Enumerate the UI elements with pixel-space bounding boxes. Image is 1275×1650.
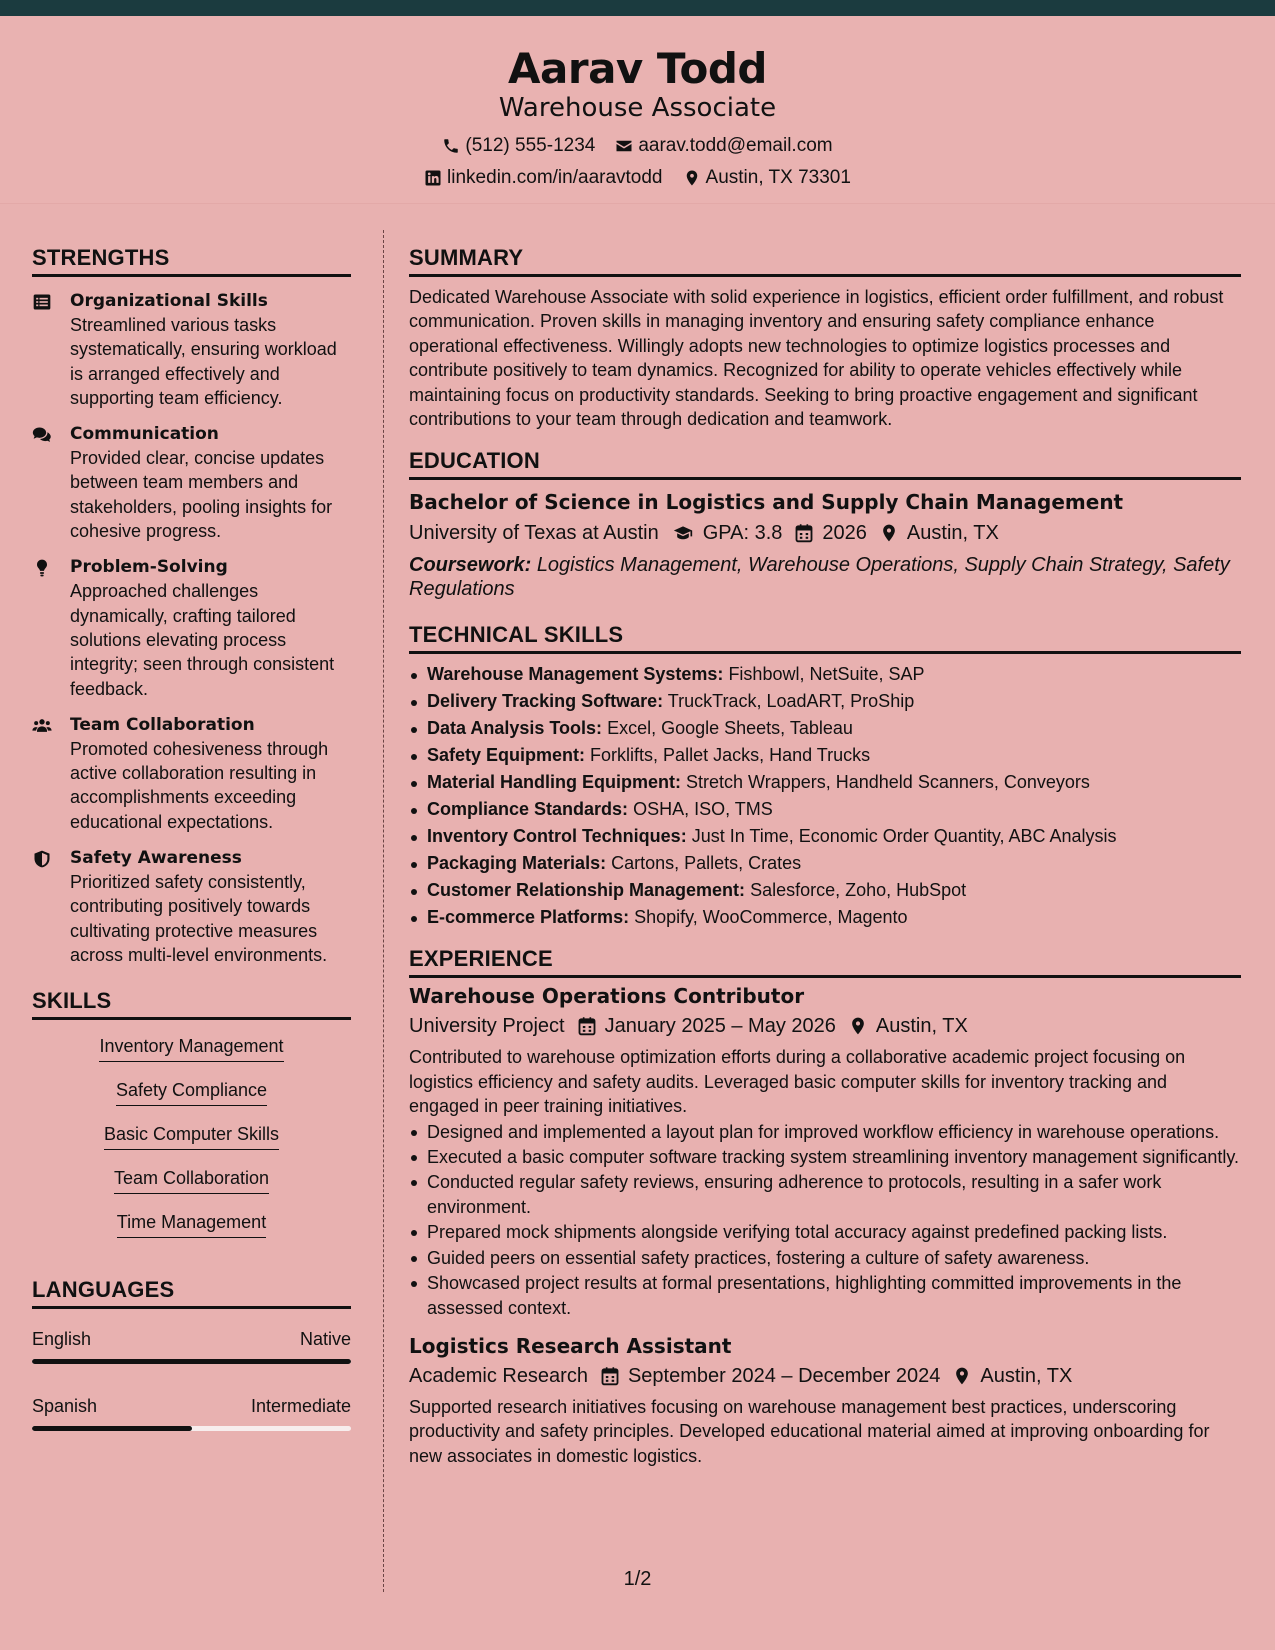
strengths-heading: STRENGTHS <box>32 244 351 277</box>
list-item <box>409 877 1241 904</box>
education-section <box>409 447 1241 601</box>
technical-skills-heading: TECHNICAL SKILLS <box>409 621 1241 654</box>
strength-desc: Promoted cohesiveness through active collaboration resulting in accomplishments exceeding educational expectations. <box>70 738 329 832</box>
calendar-icon <box>794 523 814 543</box>
language-name: Spanish <box>32 1396 98 1417</box>
list-item <box>409 796 1241 823</box>
page-number: 1/2 <box>623 1568 652 1590</box>
list-item: Conducted regular safety reviews, ensuring adherence to protocols, resulting in a safer work environment. <box>409 1170 1241 1219</box>
job-title: Warehouse Operations Contributor <box>409 984 805 1009</box>
tech-skill-value: Just In Time, Economic Order Quantity, ABC Analysis <box>691 826 1117 847</box>
job-description: Supported research initiatives focusing on warehouse management best practices, underscoring productivity and safety principles. Developed educational material aimed at improving onboarding for new associates in domestic logistics. <box>409 1396 1210 1466</box>
job-bullets <box>409 1120 1241 1320</box>
top-accent-bar <box>0 0 1275 16</box>
list-item: Prepared mock shipments alongside verifying total accuracy against predefined packing lists. <box>409 1220 1241 1244</box>
language-item <box>32 1394 351 1431</box>
strength-item <box>32 423 351 543</box>
location-contact <box>683 166 851 190</box>
summary-text: Dedicated Warehouse Associate with solid experience in logistics, efficient order fulfillment, and robust communication. Proven skills in managing inventory and ensuring safety compliance enhance operational effectiveness. Willingly adopts new technologies to optimize logistics processes and contribute positively to team dynamics. Recognized for ability to operate vehicles effectively while maintaining focus on productivity standards. Seeking to bring proactive engagement and significant contributions to your team through dedication and teamwork. <box>409 287 1224 430</box>
tech-skill-value: Cartons, Pallets, Crates <box>611 853 802 874</box>
technical-skills-section <box>409 621 1241 931</box>
location-text: Austin, TX 73301 <box>705 167 851 188</box>
comments-icon <box>32 425 52 445</box>
left-column <box>32 244 351 1431</box>
linkedin-text: linkedin.com/in/aaravtodd <box>447 167 663 188</box>
skill-item: Team Collaboration <box>114 1166 269 1194</box>
envelope-icon <box>615 137 633 155</box>
tech-skill-value: OSHA, ISO, TMS <box>633 799 773 820</box>
strength-desc: Provided clear, concise updates between team members and stakeholders, pooling insights for cohesive progress. <box>70 448 333 542</box>
tech-skill-label: Warehouse Management Systems: <box>427 664 724 685</box>
skill-list <box>32 1020 351 1254</box>
strength-item <box>32 556 351 700</box>
graduation-year: 2026 <box>822 522 867 545</box>
technical-skills-list <box>409 661 1241 931</box>
skill-item: Basic Computer Skills <box>104 1122 279 1150</box>
users-icon <box>32 716 52 736</box>
tech-skill-label: E-commerce Platforms: <box>427 907 630 928</box>
tech-skill-value: Salesforce, Zoho, HubSpot <box>750 880 967 901</box>
education-meta <box>409 519 1241 547</box>
coursework-label: Coursework: <box>409 554 532 577</box>
map-marker-icon <box>952 1366 972 1386</box>
language-bar-fill <box>32 1426 192 1431</box>
experience-heading: EXPERIENCE <box>409 945 1241 978</box>
list-item <box>409 742 1241 769</box>
education-location: Austin, TX <box>906 522 999 545</box>
coursework-list: Logistics Management, Warehouse Operations, Supply Chain Strategy, Safety Regulations <box>409 554 1230 601</box>
calendar-icon <box>577 1016 597 1036</box>
column-divider <box>383 230 384 1592</box>
graduation-cap-icon <box>671 523 695 543</box>
phone-icon <box>442 137 460 155</box>
skills-heading: SKILLS <box>32 987 351 1020</box>
list-item <box>409 688 1241 715</box>
language-level: Native <box>299 1329 351 1350</box>
list-item: Designed and implemented a layout plan for improved workflow efficiency in warehouse operations. <box>409 1120 1241 1144</box>
strength-title: Communication <box>70 424 219 445</box>
language-bar-fill <box>32 1359 351 1364</box>
linkedin-icon <box>424 169 442 187</box>
contact-row-1 <box>0 134 1275 158</box>
language-bar <box>32 1426 351 1431</box>
tech-skill-value: Fishbowl, NetSuite, SAP <box>728 664 925 685</box>
coursework <box>409 553 1241 601</box>
tech-skill-label: Delivery Tracking Software: <box>427 691 664 712</box>
gpa-text: GPA: 3.8 <box>702 522 783 545</box>
skill-item: Time Management <box>117 1210 266 1238</box>
list-item <box>409 661 1241 688</box>
list-item <box>409 850 1241 877</box>
contact-row-2 <box>0 166 1275 190</box>
map-marker-icon <box>879 523 899 543</box>
tech-skill-value: TruckTrack, LoadART, ProShip <box>667 691 915 712</box>
map-marker-icon <box>683 169 701 187</box>
education-heading: EDUCATION <box>409 447 1241 480</box>
tech-skill-label: Safety Equipment: <box>427 745 586 766</box>
list-item <box>409 904 1241 931</box>
job-meta <box>409 1362 1241 1390</box>
job-org: Academic Research <box>409 1364 588 1387</box>
strength-desc: Streamlined various tasks systematically, ensuring workload is arranged effectively and supporting team efficiency. <box>70 315 337 408</box>
languages-heading: LANGUAGES <box>32 1276 351 1309</box>
job-dates: September 2024 – December 2024 <box>627 1364 941 1387</box>
tech-skill-value: Stretch Wrappers, Handheld Scanners, Conveyors <box>686 772 1090 793</box>
phone-contact[interactable] <box>442 134 595 158</box>
language-item <box>32 1327 351 1364</box>
tech-skill-value: Excel, Google Sheets, Tableau <box>607 718 853 739</box>
job-location: Austin, TX <box>875 1015 968 1038</box>
tech-skill-label: Material Handling Equipment: <box>427 772 682 793</box>
skills-section <box>32 987 351 1254</box>
strength-title: Problem-Solving <box>70 557 228 578</box>
candidate-name: Aarav Todd <box>508 44 767 93</box>
job-description: Contributed to warehouse optimization efforts during a collaborative academic project focusing on logistics efficiency and safety audits. Leveraged basic computer skills for inventory tracking and engaged in peer training initiatives. <box>409 1047 1186 1117</box>
strength-title: Safety Awareness <box>70 848 242 869</box>
list-item: Showcased project results at formal presentations, highlighting committed improvements in the assessed context. <box>409 1271 1241 1320</box>
lightbulb-icon <box>32 558 52 578</box>
experience-section <box>409 945 1241 1468</box>
tech-skill-label: Compliance Standards: <box>427 799 629 820</box>
strength-title: Team Collaboration <box>70 714 255 735</box>
tech-skill-label: Data Analysis Tools: <box>427 718 603 739</box>
job-location: Austin, TX <box>980 1364 1073 1387</box>
email-contact[interactable] <box>615 134 832 158</box>
calendar-icon <box>600 1366 620 1386</box>
list-item <box>409 715 1241 742</box>
school-name: University of Texas at Austin <box>409 522 659 545</box>
list-item <box>409 769 1241 796</box>
linkedin-contact[interactable] <box>424 166 662 190</box>
job-dates: January 2025 – May 2026 <box>604 1015 836 1038</box>
candidate-role: Warehouse Associate <box>498 93 777 123</box>
job-meta <box>409 1012 1241 1040</box>
right-column <box>409 244 1241 1468</box>
list-icon <box>32 292 52 312</box>
shield-icon <box>32 849 52 869</box>
tech-skill-value: Shopify, WooCommerce, Magento <box>634 907 908 928</box>
skill-item: Inventory Management <box>99 1034 283 1062</box>
language-level: Intermediate <box>250 1396 351 1417</box>
job-title: Logistics Research Assistant <box>409 1333 732 1358</box>
tech-skill-label: Customer Relationship Management: <box>427 880 746 901</box>
list-item: Executed a basic computer software tracking system streamlining inventory management significantly. <box>409 1145 1241 1169</box>
strength-title: Organizational Skills <box>70 291 268 311</box>
phone-text: (512) 555-1234 <box>465 135 596 156</box>
list-item <box>409 823 1241 850</box>
strength-item <box>32 847 351 967</box>
strength-item <box>32 290 351 410</box>
list-item: Guided peers on essential safety practices, fostering a culture of safety awareness. <box>409 1246 1241 1270</box>
map-marker-icon <box>848 1016 868 1036</box>
email-text: aarav.todd@email.com <box>638 135 833 156</box>
job-org: University Project <box>409 1015 565 1038</box>
tech-skill-label: Packaging Materials: <box>427 853 607 874</box>
tech-skill-value: Forklifts, Pallet Jacks, Hand Trucks <box>590 745 871 766</box>
strength-desc: Prioritized safety consistently, contributing positively towards cultivating protective measures across multi-level environments. <box>70 872 328 965</box>
summary-heading: SUMMARY <box>409 244 1241 277</box>
strength-desc: Approached challenges dynamically, crafting tailored solutions elevating process integrity; seen through consistent feedback. <box>70 581 335 699</box>
languages-section <box>32 1276 351 1431</box>
language-name: English <box>32 1329 92 1350</box>
skill-item: Safety Compliance <box>116 1078 267 1106</box>
strength-item <box>32 714 351 834</box>
language-bar <box>32 1359 351 1364</box>
tech-skill-label: Inventory Control Techniques: <box>427 826 687 847</box>
degree-title: Bachelor of Science in Logistics and Supply Chain Management <box>409 490 1124 515</box>
resume-header <box>0 16 1275 204</box>
